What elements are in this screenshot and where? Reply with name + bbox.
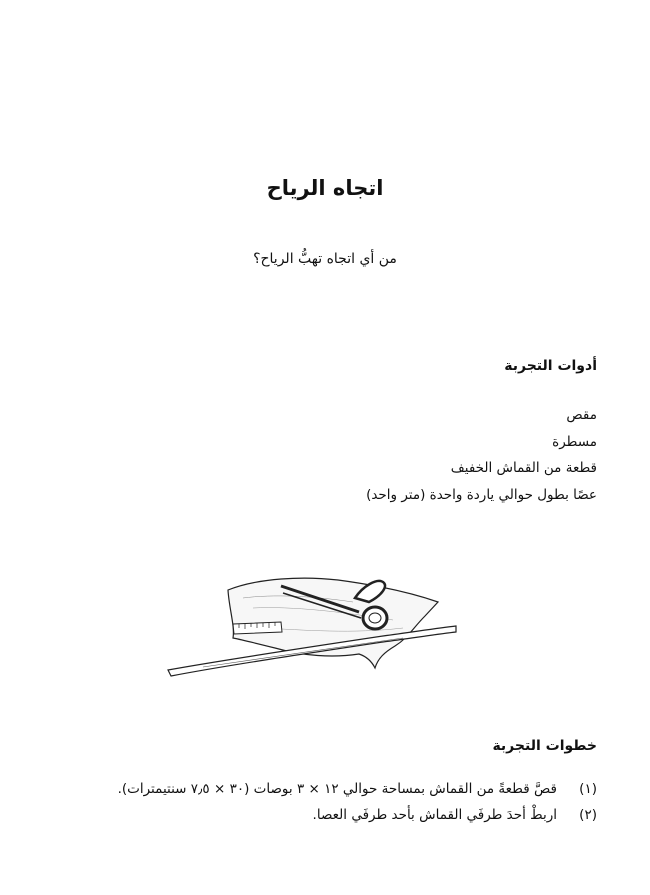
tool-item-stick: عصًا بطول حوالي ياردة واحدة (متر واحد): [366, 486, 597, 503]
tool-item-ruler: مسطرة: [552, 433, 597, 450]
tools-heading: أدوات التجربة: [504, 358, 597, 374]
page-title: اتجاه الرياح: [266, 176, 384, 200]
step-item: [118, 802, 597, 828]
step-text: قصَّ قطعةً من القماش بمساحة حوالي ١٢ × ٣ بوصات (٣٠ × ٧٫٥ سنتيمترات).: [117, 781, 557, 797]
step-number: (١): [579, 781, 597, 797]
step-item: [118, 776, 597, 802]
step-number: (٢): [579, 807, 597, 823]
steps-list: [118, 776, 597, 828]
ruler-drawing: [233, 622, 282, 634]
tools-list: [366, 402, 597, 508]
steps-heading: خطوات التجربة: [492, 738, 597, 754]
page-question: من أي اتجاه تهبُّ الرياح؟: [253, 251, 397, 267]
tool-item-scissors: مقص: [566, 407, 597, 423]
step-text: اربطْ أحدَ طرفَي القماش بأحد طرفَي العصا.: [312, 807, 557, 823]
tool-item-cloth: قطعة من القماش الخفيف: [450, 460, 597, 476]
materials-illustration: [163, 568, 463, 683]
